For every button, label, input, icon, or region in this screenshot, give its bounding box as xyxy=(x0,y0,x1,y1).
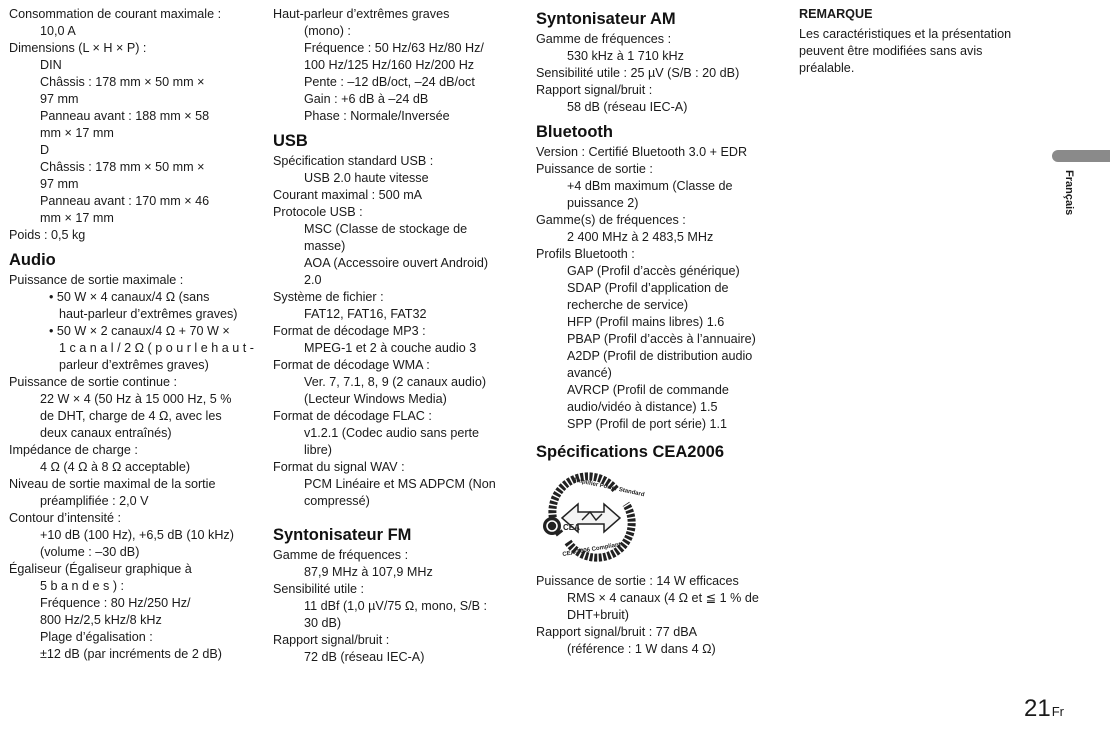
remark-line: préalable. xyxy=(799,61,855,75)
spec-line: (référence : 1 W dans 4 Ω) xyxy=(567,642,716,656)
spec-line: AVRCP (Profil de commande xyxy=(567,383,729,397)
spec-line: Poids : 0,5 kg xyxy=(9,228,86,242)
spec-line: A2DP (Profil de distribution audio xyxy=(567,349,753,363)
spec-line: (Lecteur Windows Media) xyxy=(304,392,447,406)
spec-line: AOA (Accessoire ouvert Android) xyxy=(304,256,489,270)
spec-line: deux canaux entraînés) xyxy=(40,426,172,440)
spec-line: ±12 dB (par incréments de 2 dB) xyxy=(40,647,222,661)
spec-line: Phase : Normale/Inversée xyxy=(304,109,450,123)
spec-line: préamplifiée : 2,0 V xyxy=(40,494,149,508)
spec-line: Niveau de sortie maximal de la sortie xyxy=(9,477,216,491)
spec-line: 97 mm xyxy=(40,92,79,106)
spec-line: audio/vidéo à distance) 1.5 xyxy=(567,400,718,414)
spec-line: HFP (Profil mains libres) 1.6 xyxy=(567,315,725,329)
spec-line: avancé) xyxy=(567,366,612,380)
spec-line: SPP (Profil de port série) 1.1 xyxy=(567,417,728,431)
spec-line: Plage d’égalisation : xyxy=(40,630,153,644)
spec-line: Protocole USB : xyxy=(273,205,363,219)
spec-line: 30 dB) xyxy=(304,616,342,630)
spec-line: Contour d’intensité : xyxy=(9,511,122,525)
spec-line: 100 Hz/125 Hz/160 Hz/200 Hz xyxy=(304,58,475,72)
spec-line: MSC (Classe de stockage de xyxy=(304,222,468,236)
spec-line: 22 W × 4 (50 Hz à 15 000 Hz, 5 % xyxy=(40,392,232,406)
spec-line: Système de fichier : xyxy=(273,290,384,304)
spec-line: 530 kHz à 1 710 kHz xyxy=(567,49,684,63)
section-heading-audio: Audio xyxy=(9,251,56,269)
spec-line: D xyxy=(40,143,50,157)
section-heading-cea2006: Spécifications CEA2006 xyxy=(536,443,724,461)
spec-line: 2 400 MHz à 2 483,5 MHz xyxy=(567,230,714,244)
spec-line: haut-parleur d’extrêmes graves) xyxy=(59,307,238,321)
remark-line: peuvent être modifiées sans avis xyxy=(799,44,983,58)
spec-line: puissance 2) xyxy=(567,196,639,210)
spec-line: DHT+bruit) xyxy=(567,608,629,622)
spec-line: masse) xyxy=(304,239,346,253)
spec-line: Spécification standard USB : xyxy=(273,154,434,168)
spec-line: Format de décodage WMA : xyxy=(273,358,430,372)
spec-line: Rapport signal/bruit : xyxy=(273,633,390,647)
language-tab-label: Français xyxy=(1063,170,1075,216)
remark-line: Les caractéristiques et la présentation xyxy=(799,27,1012,41)
spec-line: libre) xyxy=(304,443,332,457)
spec-line: Rapport signal/bruit : xyxy=(536,83,653,97)
spec-line: compressé) xyxy=(304,494,370,508)
page-number-suffix: Fr xyxy=(1051,704,1064,719)
section-heading-usb: USB xyxy=(273,132,308,150)
remark-heading: REMARQUE xyxy=(799,7,873,21)
spec-line: PCM Linéaire et MS ADPCM (Non xyxy=(304,477,496,491)
spec-line: • 50 W × 4 canaux/4 Ω (sans xyxy=(49,290,210,304)
spec-line: Ver. 7, 7.1, 8, 9 (2 canaux audio) xyxy=(304,375,487,389)
spec-column-2 xyxy=(273,6,528,666)
spec-line: de DHT, charge de 4 Ω, avec les xyxy=(40,409,222,423)
logo-top-text: Amplifier Power Standard xyxy=(571,477,645,499)
spec-line: parleur d’extrêmes graves) xyxy=(59,358,209,372)
spec-line: Consommation de courant maximale : xyxy=(9,7,222,21)
spec-line: 11 dBf (1,0 µV/75 Ω, mono, S/B : xyxy=(304,599,488,613)
spec-line: 97 mm xyxy=(40,177,79,191)
section-heading-am: Syntonisateur AM xyxy=(536,10,676,28)
spec-column-3 xyxy=(536,6,786,658)
spec-line: Profils Bluetooth : xyxy=(536,247,635,261)
spec-line: (volume : –30 dB) xyxy=(40,545,140,559)
page-number xyxy=(1024,694,1064,727)
spec-line: Format du signal WAV : xyxy=(273,460,405,474)
spec-line: Puissance de sortie : xyxy=(536,162,653,176)
spec-line: SDAP (Profil d’application de xyxy=(567,281,729,295)
spec-line: Haut-parleur d’extrêmes graves xyxy=(273,7,450,21)
spec-line: recherche de service) xyxy=(567,298,689,312)
spec-line: Format de décodage MP3 : xyxy=(273,324,426,338)
spec-line: Fréquence : 80 Hz/250 Hz/ xyxy=(40,596,191,610)
spec-line: 1 c a n a l / 2 Ω ( p o u r l e h a u t - xyxy=(59,341,254,355)
spec-line: PBAP (Profil d’accès à l’annuaire) xyxy=(567,332,756,346)
spec-line: MPEG-1 et 2 à couche audio 3 xyxy=(304,341,477,355)
spec-line: Châssis : 178 mm × 50 mm × xyxy=(40,160,205,174)
spec-line: v1.2.1 (Codec audio sans perte xyxy=(304,426,480,440)
spec-line: Gain : +6 dB à –24 dB xyxy=(304,92,429,106)
spec-line: GAP (Profil d’accès générique) xyxy=(567,264,740,278)
section-heading-fm: Syntonisateur FM xyxy=(273,526,412,544)
spec-line: Panneau avant : 188 mm × 58 xyxy=(40,109,210,123)
spec-line: Format de décodage FLAC : xyxy=(273,409,432,423)
spec-line: Gamme(s) de fréquences : xyxy=(536,213,686,227)
spec-line: 5 b a n d e s ) : xyxy=(40,579,125,593)
logo-bottom-text: CEA-2006 Compliant xyxy=(562,541,622,559)
spec-line: Gamme de fréquences : xyxy=(536,32,672,46)
spec-line: Gamme de fréquences : xyxy=(273,548,409,562)
spec-line: Fréquence : 50 Hz/63 Hz/80 Hz/ xyxy=(304,41,484,55)
spec-line: Dimensions (L × H × P) : xyxy=(9,41,147,55)
spec-line: Rapport signal/bruit : 77 dBA xyxy=(536,625,698,639)
spec-line: • 50 W × 2 canaux/4 Ω + 70 W × xyxy=(49,324,230,338)
spec-line: Châssis : 178 mm × 50 mm × xyxy=(40,75,205,89)
spec-line: 10,0 A xyxy=(40,24,76,38)
remark-column xyxy=(799,6,1049,77)
spec-line: Pente : –12 dB/oct, –24 dB/oct xyxy=(304,75,475,89)
language-tab-marker xyxy=(1052,150,1110,162)
spec-line: Version : Certifié Bluetooth 3.0 + EDR xyxy=(536,145,748,159)
cea2006-compliance-logo xyxy=(538,474,645,559)
spec-line: 800 Hz/2,5 kHz/8 kHz xyxy=(40,613,162,627)
spec-line: RMS × 4 canaux (4 Ω et ≦ 1 % de xyxy=(567,591,759,605)
spec-line: FAT12, FAT16, FAT32 xyxy=(304,307,427,321)
spec-line: +4 dBm maximum (Classe de xyxy=(567,179,733,193)
spec-line: +10 dB (100 Hz), +6,5 dB (10 kHz) xyxy=(40,528,234,542)
section-heading-bluetooth: Bluetooth xyxy=(536,123,613,141)
spec-line: USB 2.0 haute vitesse xyxy=(304,171,429,185)
spec-line: (mono) : xyxy=(304,24,351,38)
spec-line: 87,9 MHz à 107,9 MHz xyxy=(304,565,433,579)
spec-line: Égaliseur (Égaliseur graphique à xyxy=(9,562,192,576)
spec-line: Panneau avant : 170 mm × 46 xyxy=(40,194,210,208)
spec-line: mm × 17 mm xyxy=(40,211,114,225)
spec-line: Sensibilité utile : xyxy=(273,582,365,596)
spec-line: Puissance de sortie maximale : xyxy=(9,273,184,287)
spec-line: 4 Ω (4 Ω à 8 Ω acceptable) xyxy=(40,460,191,474)
spec-line: Puissance de sortie : 14 W efficaces xyxy=(536,574,739,588)
spec-line: Courant maximal : 500 mA xyxy=(273,188,423,202)
spec-line: Puissance de sortie continue : xyxy=(9,375,178,389)
spec-line: Sensibilité utile : 25 µV (S/B : 20 dB) xyxy=(536,66,740,80)
spec-line: DIN xyxy=(40,58,62,72)
logo-cea-text: CEA xyxy=(563,523,580,532)
spec-line: 72 dB (réseau IEC-A) xyxy=(304,650,425,664)
spec-line: 2.0 xyxy=(304,273,322,287)
spec-line: Impédance de charge : xyxy=(9,443,138,457)
page-number-value: 21 xyxy=(1024,695,1051,722)
spec-column-1 xyxy=(9,6,267,663)
spec-line: 58 dB (réseau IEC-A) xyxy=(567,100,688,114)
spec-line: mm × 17 mm xyxy=(40,126,114,140)
